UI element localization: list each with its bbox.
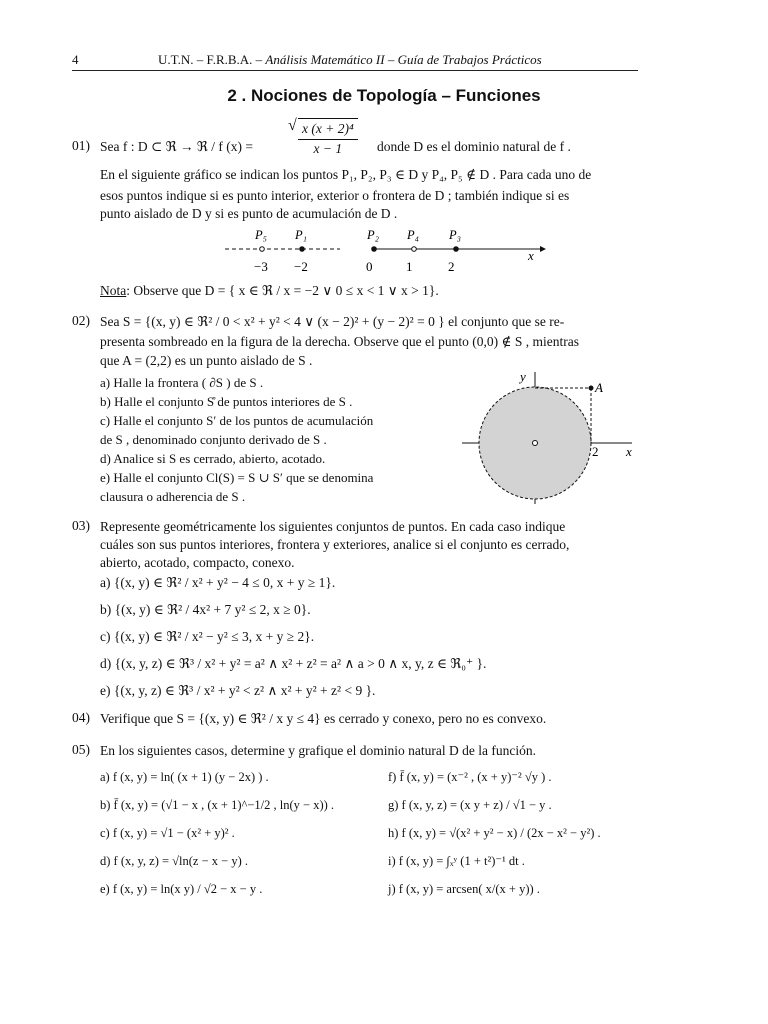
number-line-point-label-1: P₁	[295, 228, 307, 242]
ex02-item-5: e) Halle el conjunto Cl(S) = S ∪ S′ que se denomina	[100, 470, 374, 485]
ex03-line1: Represente geométricamente los siguientes conjuntos de puntos. En cada caso indique	[100, 519, 566, 534]
section-title: 2 . Nociones de Topología – Funciones	[227, 86, 541, 105]
page-header	[72, 50, 638, 71]
number-line-point-0	[260, 247, 265, 252]
header-italic: Análisis Matemático II – Guía de Trabajos Prácticos	[265, 52, 542, 67]
number-line-point-label-4: P₃	[449, 228, 461, 242]
ex05-right-item-2: h) f (x, y) = √(x² + y² − x) / (2x − x² − y²) .	[388, 826, 601, 840]
number-line-point-3	[412, 247, 417, 252]
ex01-line1a: Sea f : D ⊂ ℜ → ℜ / f (x) =	[100, 139, 254, 154]
ex01-line2: En el siguiente gráfico se indican los puntos P₁, P₂, P₃ ∈ D y P₄, P₅ ∉ D . Para cada uno de	[100, 167, 592, 182]
ex01-frac-denominator: x − 1	[313, 141, 343, 156]
ex01-line3: esos puntos indique si es punto interior, exterior o frontera de D ; también indique si es	[100, 188, 570, 203]
disk-x-label: x	[626, 444, 632, 459]
ex03-item-1: b) {(x, y) ∈ ℜ² / 4x² + 7 y² ≤ 2, x ≥ 0}.	[100, 602, 311, 617]
ex05-right-item-3: i) f (x, y) = ∫ₓʸ (1 + t²)⁻¹ dt .	[388, 854, 525, 868]
disk-origin-hole	[533, 441, 538, 446]
ex01-number: 01)	[72, 138, 90, 153]
header-plain: U.T.N. – F.R.B.A. –	[158, 52, 266, 67]
number-line-tick-2: 0	[366, 259, 373, 274]
ex02-number: 02)	[72, 313, 90, 328]
number-line-figure	[220, 226, 550, 278]
ex05-text: En los siguientes casos, determine y grafique el dominio natural D de la función.	[100, 743, 537, 758]
disk-A-label: A	[595, 380, 603, 395]
ex03-line2: cuáles son sus puntos interiores, frontera y exteriores, analice si el conjunto es cerrado,	[100, 537, 570, 552]
ex01-fraction	[288, 117, 358, 158]
ex04-number: 04)	[72, 710, 90, 725]
ex01-line4: punto aislado de D y si es punto de acumulación de D .	[100, 206, 398, 221]
number-line-point-1	[300, 247, 305, 252]
number-line-x-label: x	[528, 248, 534, 263]
ex02-item-6: clausura o adherencia de S .	[100, 489, 246, 504]
ex02-item-0: a) Halle la frontera ( ∂S ) de S .	[100, 375, 264, 390]
ex03-line3: abierto, acotado, compacto, conexo.	[100, 555, 295, 570]
ex01-frac-numerator: √ x (x + 2)⁴	[298, 118, 358, 140]
ex05-left-item-1: b) f̄ (x, y) = (√1 − x , (x + 1)^−1/2 , ln(y − x)) .	[100, 798, 335, 812]
disk-figure	[462, 364, 652, 510]
ex03-item-3: d) {(x, y, z) ∈ ℜ³ / x² + y² = a² ∧ x² + z² = a² ∧ a > 0 ∧ x, y, z ∈ ℜ₀⁺ }.	[100, 656, 487, 671]
ex05-right-item-0: f) f̄ (x, y) = (x⁻² , (x + y)⁻² √y ) .	[388, 770, 552, 784]
number-line-arrow	[540, 246, 546, 252]
number-line-tick-0: −3	[254, 259, 268, 274]
ex05-left-item-3: d) f (x, y, z) = √ln(z − x − y) .	[100, 854, 248, 868]
ex01-nota: Nota: Observe que D = { x ∈ ℜ / x = −2 ∨ 0 ≤ x < 1 ∨ x > 1}.	[100, 283, 439, 298]
ex02-item-4: d) Analice si S es cerrado, abierto, acotado.	[100, 451, 326, 466]
number-line-point-2	[372, 247, 377, 252]
number-line-point-4	[454, 247, 459, 252]
ex03-number: 03)	[72, 518, 90, 533]
ex04-text: Verifique que S = {(x, y) ∈ ℜ² / x y ≤ 4} es cerrado y conexo, pero no es convexo.	[100, 711, 547, 726]
disk-2-label: 2	[592, 444, 599, 459]
ex05-left-item-2: c) f (x, y) = √1 − (x² + y)² .	[100, 826, 235, 840]
number-line-tick-1: −2	[294, 259, 308, 274]
ex02-line3: que A = (2,2) es un punto aislado de S .	[100, 353, 313, 368]
ex02-line1: Sea S = {(x, y) ∈ ℜ² / 0 < x² + y² < 4 ∨ (x − 2)² + (y − 2)² = 0 } el conjunto que se re-	[100, 314, 565, 329]
number-line-tick-4: 2	[448, 259, 455, 274]
ex05-number: 05)	[72, 742, 90, 757]
ex05-left-item-4: e) f (x, y) = ln(x y) / √2 − x − y .	[100, 882, 263, 896]
number-line-point-label-2: P₂	[367, 228, 379, 242]
ex05-left-item-0: a) f (x, y) = ln( (x + 1) (y − 2x) ) .	[100, 770, 269, 784]
ex02-item-3: de S , denominado conjunto derivado de S .	[100, 432, 327, 447]
ex03-item-4: e) {(x, y, z) ∈ ℜ³ / x² + y² < z² ∧ x² + y² + z² < 9 }.	[100, 683, 376, 698]
ex01-line1b: donde D es el dominio natural de f .	[377, 139, 571, 154]
point-A	[589, 386, 594, 391]
number-line-point-label-0: P₅	[255, 228, 267, 242]
number-line-tick-3: 1	[406, 259, 413, 274]
number-line-point-label-3: P₄	[407, 228, 419, 242]
page-number: 4	[72, 52, 79, 67]
ex02-line2: presenta sombreado en la figura de la derecha. Observe que el punto (0,0) ∉ S , mientras	[100, 334, 579, 349]
header-text	[158, 52, 542, 68]
ex05-right-item-1: g) f (x, y, z) = (x y + z) / √1 − y .	[388, 798, 552, 812]
ex02-item-2: c) Halle el conjunto S′ de los puntos de acumulación	[100, 413, 374, 428]
ex03-item-0: a) {(x, y) ∈ ℜ² / x² + y² − 4 ≤ 0, x + y ≥ 1}.	[100, 575, 336, 590]
ex03-item-2: c) {(x, y) ∈ ℜ² / x² − y² ≤ 3, x + y ≥ 2}.	[100, 629, 315, 644]
ex05-right-item-4: j) f (x, y) = arcsen( x/(x + y)) .	[388, 882, 540, 896]
ex02-item-1: b) Halle el conjunto S̊ de puntos interiores de S .	[100, 394, 353, 409]
disk-y-label: y	[520, 369, 526, 384]
